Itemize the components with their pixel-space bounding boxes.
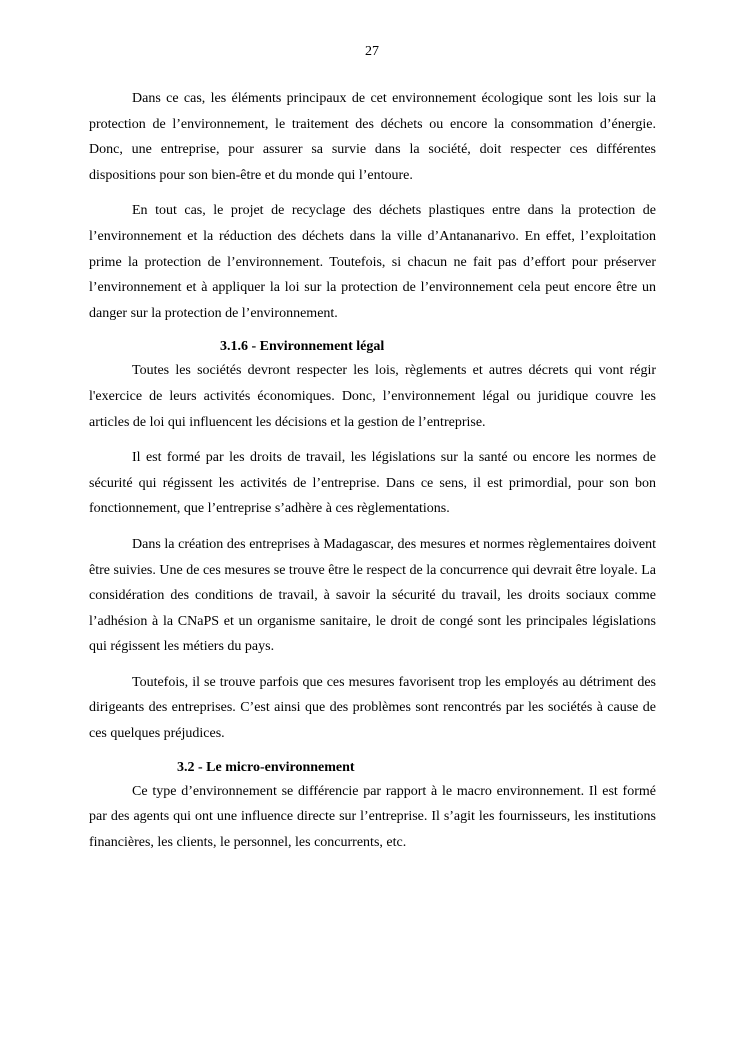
paragraph-micro-environment: Ce type d’environnement se différencie par rapport à le macro environnement. Il est formé par des agents qui ont une influence directe sur l’entreprise. Il s’agit les fournisseurs, les institutions financières, les clients, le personnel, les concurrents, etc. xyxy=(89,783,656,850)
page-number: 27 xyxy=(365,44,379,59)
body-text xyxy=(89,86,656,865)
paragraph-ecological-environment: Dans ce cas, les éléments principaux de cet environnement écologique sont les lois sur la protection de l’environnement, le traitement des déchets ou encore la consommation d’énergie. Donc, une entreprise, pour assurer sa survie dans la société, doit respecter ces différentes dispositions pour son bien-être et du monde qui l’entoure. xyxy=(89,91,656,183)
section-heading-legal-environment: 3.1.6 - Environnement légal xyxy=(220,339,385,355)
paragraph-recycling-project: En tout cas, le projet de recyclage des déchets plastiques entre dans la protection de l’environnement et la réduction des déchets dans la ville d’Antananarivo. En effet, l’exploitation prime la protection de l’environnement. Toutefois, si chacun ne fait pas d’effort pour préserver l’environnement et à appliquer la loi sur la protection de l’environnement cela peut encore être un danger sur la protection de l’environnement. xyxy=(89,203,656,321)
paragraph-legal-rules: Toutes les sociétés devront respecter les lois, règlements et autres décrets qui vont régir l'exercice de leurs activités économiques. Donc, l’environnement légal ou juridique couvre les articles de loi qui influencent les décisions et la gestion de l’entreprise. xyxy=(89,363,656,430)
paragraph-labor-rights: Il est formé par les droits de travail, les législations sur la santé ou encore les normes de sécurité qui régissent les activités de l’entreprise. Dans ce sens, il est primordial, pour son bon fonctionnement, que l’entreprise s’adhère à ces règlementations. xyxy=(89,450,656,517)
section-heading-micro-environment: 3.2 - Le micro-environnement xyxy=(177,759,355,775)
paragraph-employee-measures: Toutefois, il se trouve parfois que ces mesures favorisent trop les employés au détriment des dirigeants des entreprises. C’est ainsi que des problèmes sont rencontrés par les sociétés à cause de ces quelques préjudices. xyxy=(89,674,656,742)
paragraph-madagascar-regulations: Dans la création des entreprises à Madagascar, des mesures et normes règlementaires doivent être suivies. Une de ces mesures se trouve être le respect de la concurrence qui devrait être loyale. La considération des conditions de travail, à savoir la sécurité du travail, les droits sociaux comme l’adhésion à la CNaPS et un organisme sanitaire, le droit de congé sont les principales législations qui régissent les métiers du pays. xyxy=(89,536,656,655)
